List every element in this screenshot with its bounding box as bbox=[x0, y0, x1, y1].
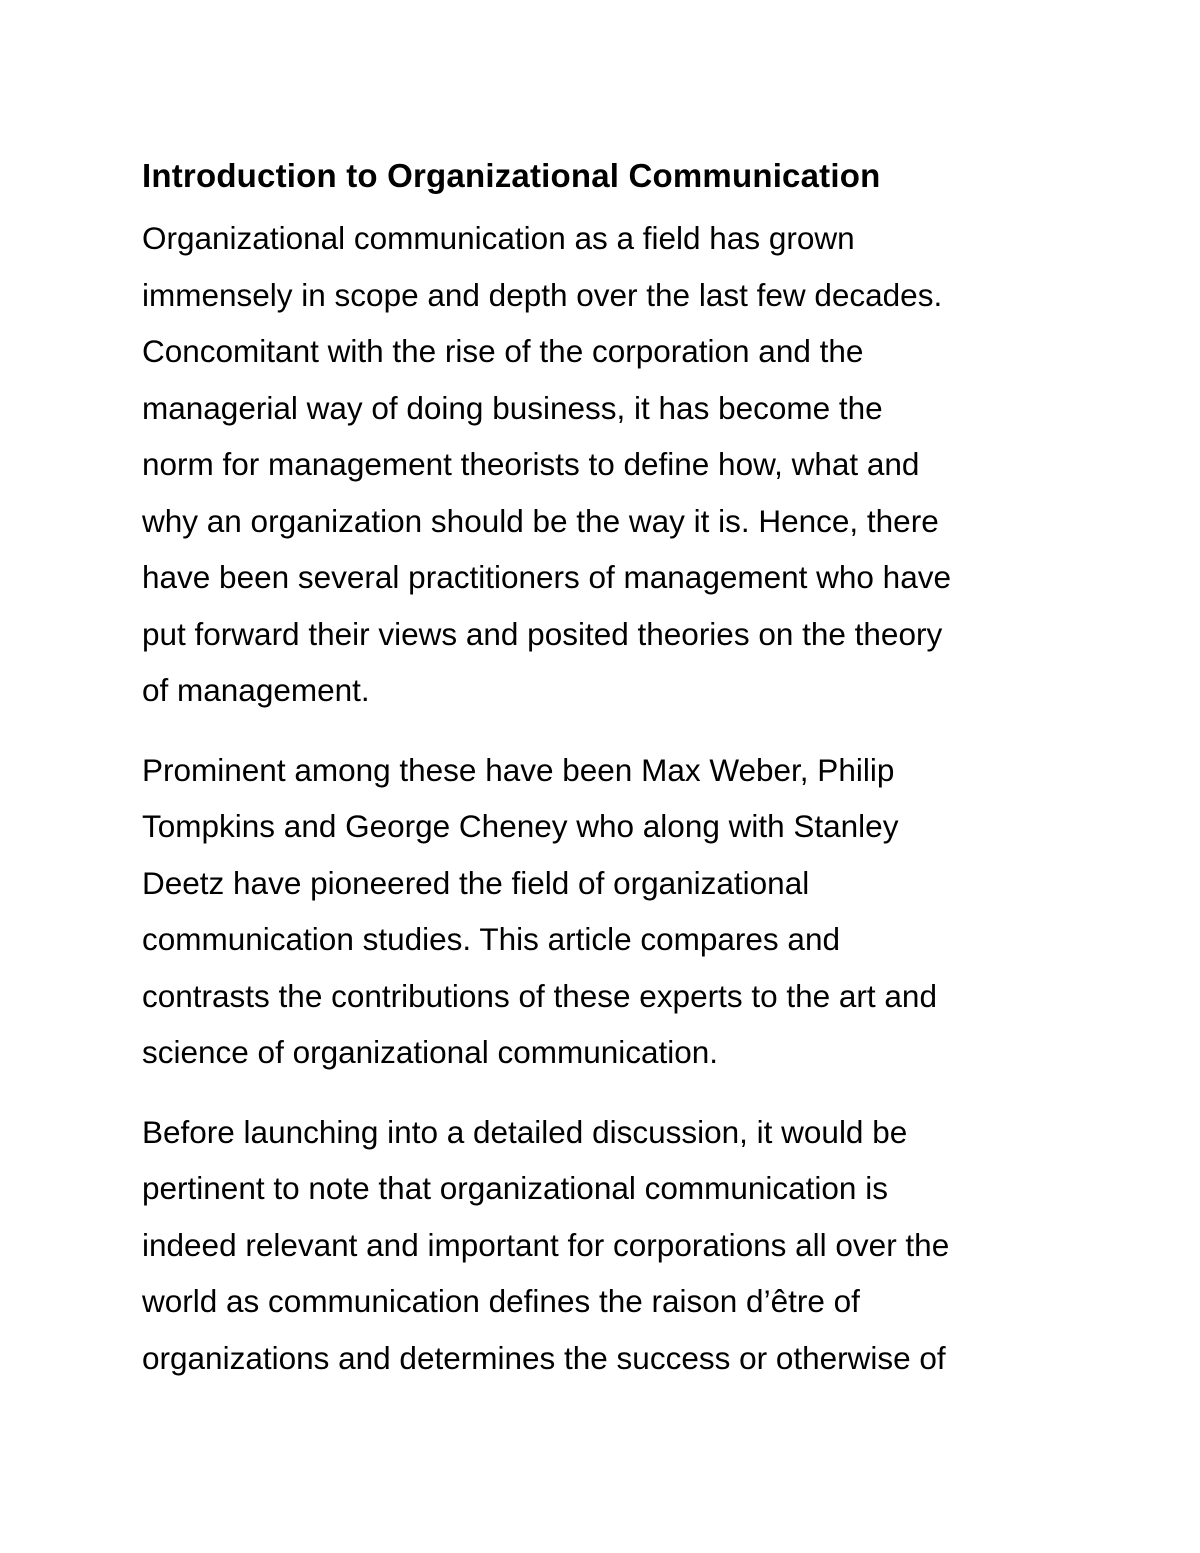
paragraph-line: of management. bbox=[142, 672, 370, 708]
paragraph-line: organizations and determines the success or otherwise of bbox=[142, 1339, 946, 1376]
document-title: Introduction to Organizational Communication bbox=[142, 157, 881, 194]
paragraph-1 bbox=[142, 210, 1062, 719]
paragraph-line: Tompkins and George Cheney who along with Stanley bbox=[142, 808, 899, 844]
paragraph-line: have been several practitioners of management who have bbox=[142, 559, 951, 595]
paragraph-line: contrasts the contributions of these experts to the art and bbox=[142, 977, 937, 1014]
paragraph-line: Prominent among these have been Max Weber, Philip bbox=[142, 751, 895, 788]
document-body bbox=[142, 150, 1062, 1386]
paragraph-line: science of organizational communication. bbox=[142, 1034, 719, 1070]
paragraph-line: managerial way of doing business, it has become the bbox=[142, 389, 883, 426]
paragraph-line: pertinent to note that organizational communication is bbox=[142, 1170, 888, 1206]
paragraph-line: immensely in scope and depth over the last few decades. bbox=[142, 276, 943, 313]
paragraph-line: Before launching into a detailed discussion, it would be bbox=[142, 1113, 908, 1150]
paragraph-line: indeed relevant and important for corporations all over the bbox=[142, 1226, 950, 1263]
paragraph-line: Deetz have pioneered the field of organizational bbox=[142, 864, 810, 901]
paragraph-line: Organizational communication as a field has grown bbox=[142, 220, 855, 256]
paragraph-line: norm for management theorists to define how, what and bbox=[142, 446, 920, 482]
paragraph-line: communication studies. This article compares and bbox=[142, 921, 840, 957]
paragraph-3 bbox=[142, 1104, 1062, 1387]
paragraph-line: world as communication defines the raison d’être of bbox=[142, 1283, 860, 1319]
paragraph-line: Concomitant with the rise of the corporation and the bbox=[142, 333, 864, 369]
paragraph-line: why an organization should be the way it is. Hence, there bbox=[142, 502, 939, 539]
paragraph-line: put forward their views and posited theories on the theory bbox=[142, 615, 943, 652]
paragraph-2 bbox=[142, 742, 1062, 1081]
